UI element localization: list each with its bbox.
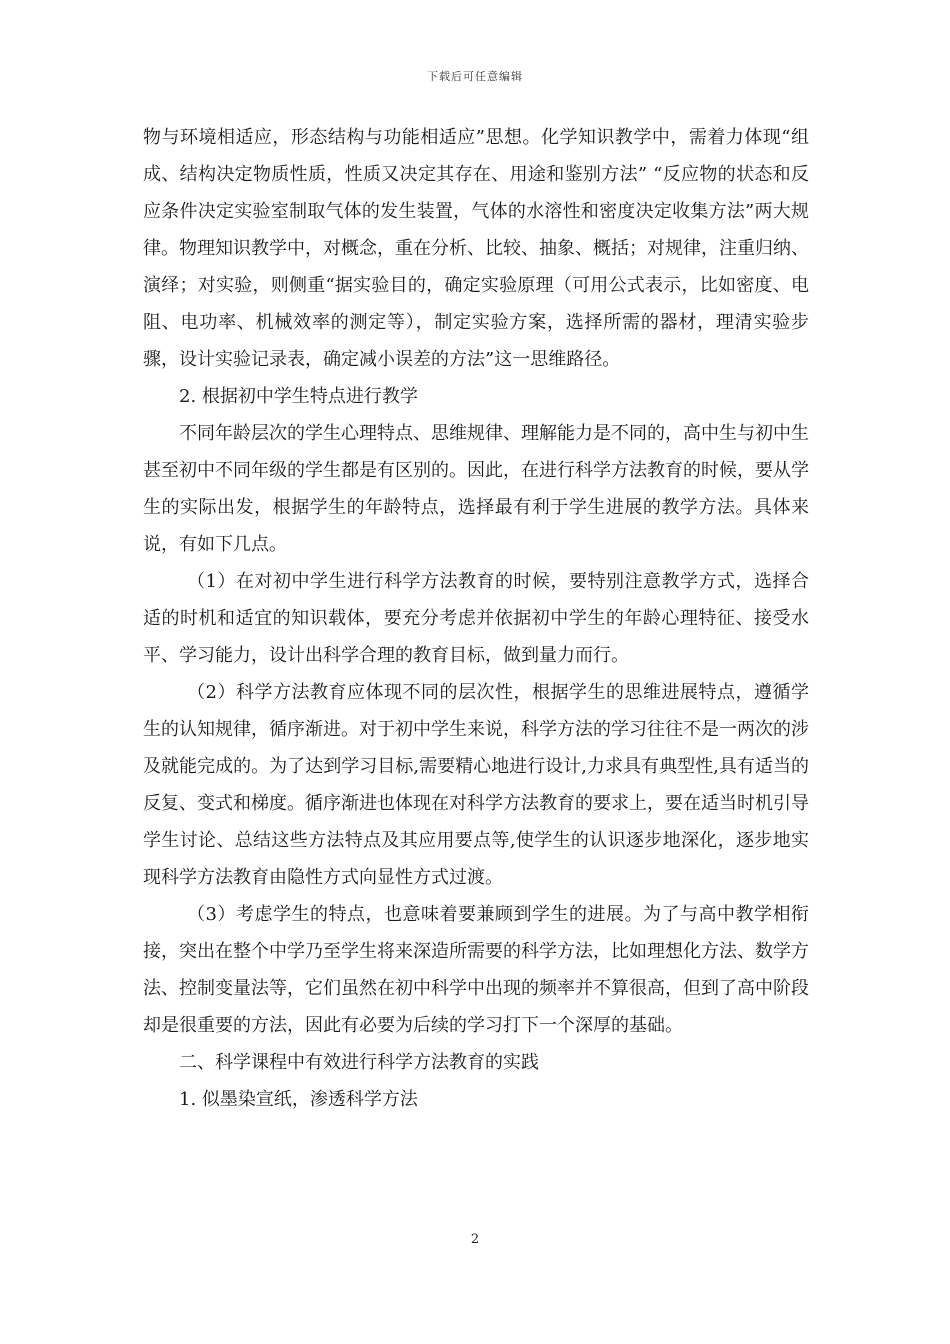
page-header: 下载后可任意编辑 <box>427 70 523 83</box>
paragraph-student-differences: 不同年龄层次的学生心理特点、思维规律、理解能力是不同的，高中生与初中生甚至初中不同年级的学生都是有区别的。因此，在进行科学方法教育的时候，要从学生的实际出发，根据学生的年龄特点，选择最有利于学生进展的教学方法。具体来说，有如下几点。 <box>143 423 809 555</box>
document-body <box>143 119 809 1118</box>
paragraph-point-1: （1）在对初中学生进行科学方法教育的时候，要特别注意教学方式，选择合适的时机和适宜的知识载体，要充分考虑并依据初中学生的年龄心理特征、接受水平、学习能力，设计出科学合理的教育目标，做到量力而行。 <box>143 571 809 666</box>
chapter-heading-practice: 二、科学课程中有效进行科学方法教育的实践 <box>179 1052 539 1073</box>
paragraph-point-3: （3）考虑学生的特点，也意味着要兼顾到学生的进展。为了与高中教学相衔接，突出在整个中学乃至学生将来深造所需要的科学方法，比如理想化方法、数学方法、控制变量法等，它们虽然在初中科学中出现的频率并不算很高，但到了高中阶段却是很重要的方法，因此有必要为后续的学习打下一个深厚的基础。 <box>143 904 809 1036</box>
section-heading-1: 1. 似墨染宣纸，渗透科学方法 <box>179 1089 418 1110</box>
paragraph-continuation: 物与环境相适应，形态结构与功能相适应”思想。化学知识教学中，需着力体现“组成、结构决定物质性质，性质又决定其存在、用途和鉴别方法” “反应物的状态和反应条件决定实验室制取气体的发生装置，气体的水溶性和密度决定收集方法”两大规律。物理知识教学中，对概念，重在分析、比较、抽象、概括；对规律，注重归纳、演绎；对实验，则侧重“据实验目的，确定实验原理（可用公式表示，比如密度、电阻、电功率、机械效率的测定等），制定实验方案，选择所需的器材，理清实验步骤，设计实验记录表，确定减小误差的方法”这一思维路径。 <box>143 127 809 370</box>
page-number: 2 <box>470 1232 480 1247</box>
section-heading-2: 2. 根据初中学生特点进行教学 <box>179 386 418 407</box>
paragraph-point-2: （2）科学方法教育应体现不同的层次性，根据学生的思维进展特点，遵循学生的认知规律，循序渐进。对于初中学生来说，科学方法的学习往往不是一两次的涉及就能完成的。为了达到学习目标,需要精心地进行设计,力求具有典型性,具有适当的反复、变式和梯度。循序渐进也体现在对科学方法教育的要求上，要在适当时机引导学生讨论、总结这些方法特点及其应用要点等,使学生的认识逐步地深化，逐步地实现科学方法教育由隐性方式向显性方式过渡。 <box>143 682 809 888</box>
